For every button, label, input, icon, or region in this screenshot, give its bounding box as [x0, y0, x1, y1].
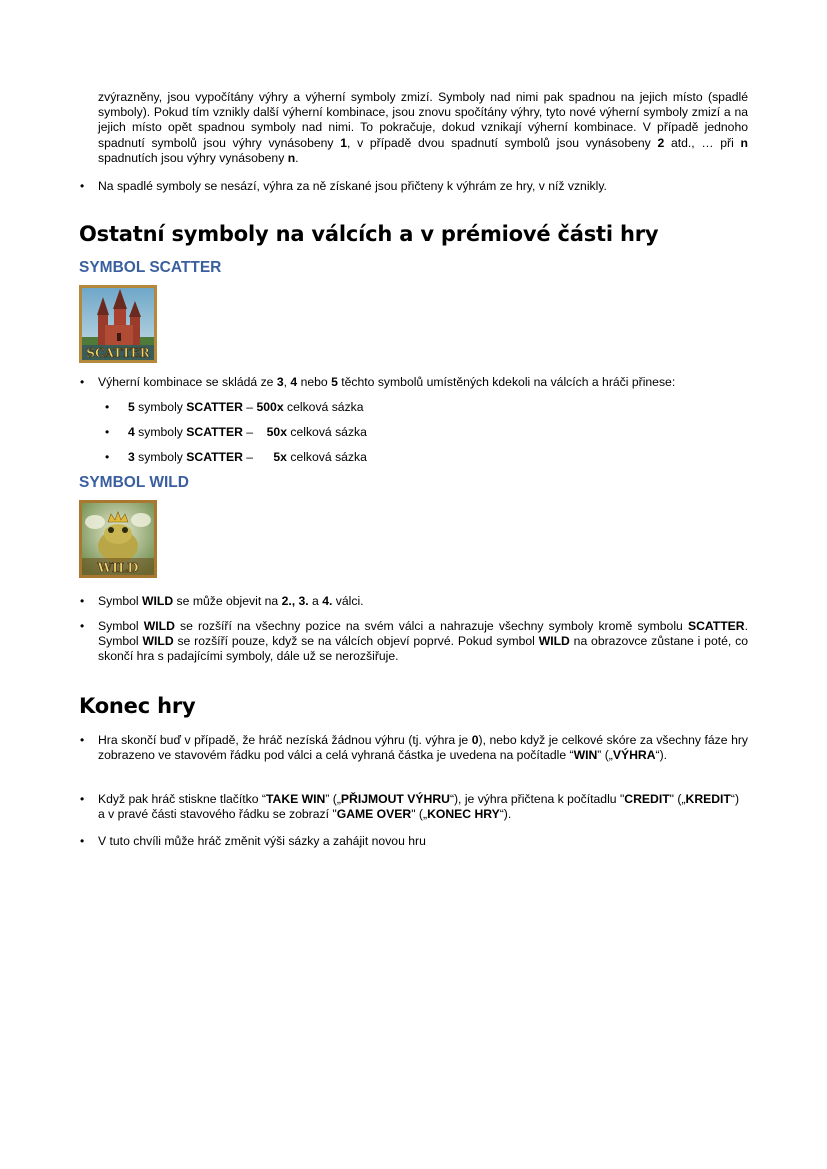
scatter-heading: SYMBOL SCATTER — [79, 259, 222, 276]
section-title-end: Konec hry — [79, 694, 196, 718]
wild-reels-paragraph: Symbol WILD se může objevit na 2., 3. a 4. válci. — [98, 594, 364, 608]
scatter-payout-3: 3 symboly SCATTER – 5x celková sázka — [128, 450, 367, 464]
scatter-description: Výherní kombinace se skládá ze 3, 4 nebo 5 těchto symbolů umístěných kdekoli na válcích a hráči přinese: — [98, 375, 676, 389]
castle-icon — [79, 285, 157, 363]
bullet-icon — [80, 375, 88, 390]
new-game-paragraph: V tuto chvíli může hráč změnit výši sázky a zahájit novou hru — [98, 834, 426, 848]
bullet-icon — [80, 733, 88, 748]
bullet-icon — [80, 619, 88, 634]
wild-expand-paragraph: Symbol WILD se rozšíří na všechny pozice na svém válci a nahrazuje všechny symboly kromě symbolu SCATTER. Symbol WILD se rozšíří pouze, když se na válcích objeví poprvé. Pokud symbol WILD na obrazovce zůstane i poté, co skončí hra s padajícími symboly, dále už se nerozšiřuje. — [98, 619, 748, 664]
bullet-icon — [105, 425, 109, 440]
game-end-paragraph: Hra skončí buď v případě, že hráč nezíská žádnou výhru (tj. výhra je 0), nebo když je celkové skóre za všechny fáze hry zobrazeno ve stavovém řádku pod válci a celá vyhraná částka je uvedena na počítadle “WIN” („VÝHRA“). — [98, 733, 748, 763]
bullet-icon — [105, 450, 109, 465]
bullet-icon — [80, 834, 88, 849]
wild-image-label: WILD — [97, 561, 139, 576]
bullet-icon — [80, 594, 88, 609]
frog-king-icon — [79, 500, 157, 578]
section-title-symbols: Ostatní symboly na válcích a v prémiové části hry — [79, 222, 659, 246]
fallen-symbols-paragraph: Na spadlé symboly se nesází, výhra za ně získané jsou přičteny k výhrám ze hry, v níž vznikly. — [98, 179, 607, 193]
scatter-image-label: SCATTER — [86, 346, 150, 360]
scatter-payout-5: 5 symboly SCATTER – 500x celková sázka — [128, 400, 364, 414]
intro-paragraph: zvýrazněny, jsou vypočítány výhry a výherní symboly zmizí. Symboly nad nimi pak spadnou na jejich místo (spadlé symboly). Pokud tím vznikly další výherní kombinace, jsou znovu spočítány výhry, tyto nové výherní symboly zmizí a na jejich místo opět spadnou symboly nad nimi. To pokračuje, dokud vznikají výherní kombinace. V případě jednoho spadnutí symbolů jsou výhry vynásobeny 1, v případě dvou spadnutí symbolů jsou vynásobeny 2 atd., … při n spadnutích jsou výhry vynásobeny n. — [98, 90, 748, 165]
bullet-icon — [105, 400, 109, 415]
bullet-icon — [80, 792, 88, 807]
take-win-paragraph: Když pak hráč stiskne tlačítko “TAKE WIN” („PŘIJMOUT VÝHRU“), je výhra přičtena k počítadlu "CREDIT" („KREDIT“) a v pravé části stavového řádku se zobrazí "GAME OVER" („KONEC HRY“). — [98, 792, 740, 822]
wild-symbol-image — [79, 500, 157, 578]
bullet-icon — [80, 179, 88, 194]
wild-heading: SYMBOL WILD — [79, 474, 189, 491]
scatter-symbol-image — [79, 285, 157, 363]
scatter-payout-4: 4 symboly SCATTER – 50x celková sázka — [128, 425, 367, 439]
